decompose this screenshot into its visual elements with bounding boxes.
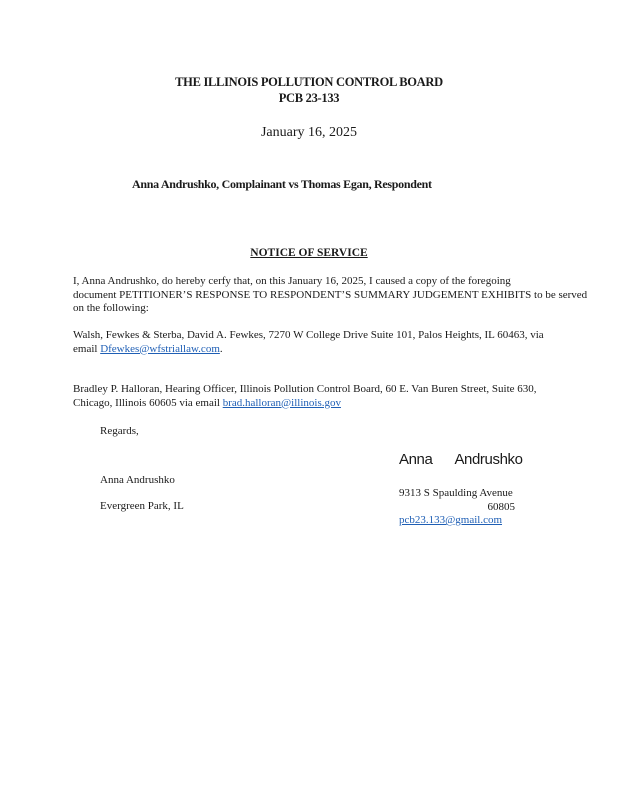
sender-email-link[interactable]: pcb23.133@gmail.com	[399, 514, 503, 526]
recipient-email-line	[73, 397, 537, 411]
email-prefix: email	[73, 342, 101, 355]
certification-line: I, Anna Andrushko, do hereby cerfy that, on this January 16, 2025, I caused a copy of the foregoing	[73, 275, 511, 287]
recipient-halloran	[73, 383, 537, 410]
board-name: THE ILLINOIS POLLUTION CONTROL BOARD	[175, 75, 443, 89]
sender-city: Evergreen Park, IL	[100, 500, 184, 512]
case-number: PCB 23-133	[278, 91, 340, 105]
sender-zip: 60805	[487, 500, 515, 513]
recipient-address: Walsh, Fewkes & Sterba, David A. Fewkes, 7270 W College Drive Suite 101, Palos Heights, IL 60463, via	[73, 329, 544, 341]
certification-line: document PETITIONER’S RESPONSE TO RESPONDENT’S SUMMARY JUDGEMENT EXHIBITS to be served	[73, 288, 588, 301]
sender-address-block	[399, 487, 515, 528]
recipient-email-link[interactable]: Dfewkes@wfstriallaw.com	[100, 342, 220, 355]
signature-first: Anna	[399, 451, 433, 468]
notice-title: NOTICE OF SERVICE	[250, 247, 368, 259]
signature-last: Andrushko	[454, 451, 523, 468]
email-prefix: Chicago, Illinois 60605 via email	[73, 396, 223, 409]
sender-name: Anna Andrushko	[100, 474, 175, 486]
recipient-address: Bradley P. Halloran, Hearing Officer, Illinois Pollution Control Board, 60 E. Van Buren Street, Suite 630,	[73, 383, 537, 395]
signature	[399, 451, 523, 468]
sender-street: 9313 S Spaulding Avenue	[399, 487, 513, 499]
closing: Regards,	[100, 425, 139, 437]
board-header	[0, 74, 618, 106]
email-suffix: .	[219, 342, 223, 355]
recipient-fewkes	[73, 329, 544, 356]
certification-line: on the following:	[73, 302, 149, 314]
recipient-email-link[interactable]: brad.halloran@illinois.gov	[222, 396, 341, 409]
recipient-email-line	[73, 343, 544, 357]
case-parties: Anna Andrushko, Complainant vs Thomas Egan, Respondent	[132, 177, 432, 191]
certification-paragraph	[73, 275, 587, 316]
document-date: January 16, 2025	[260, 125, 358, 140]
